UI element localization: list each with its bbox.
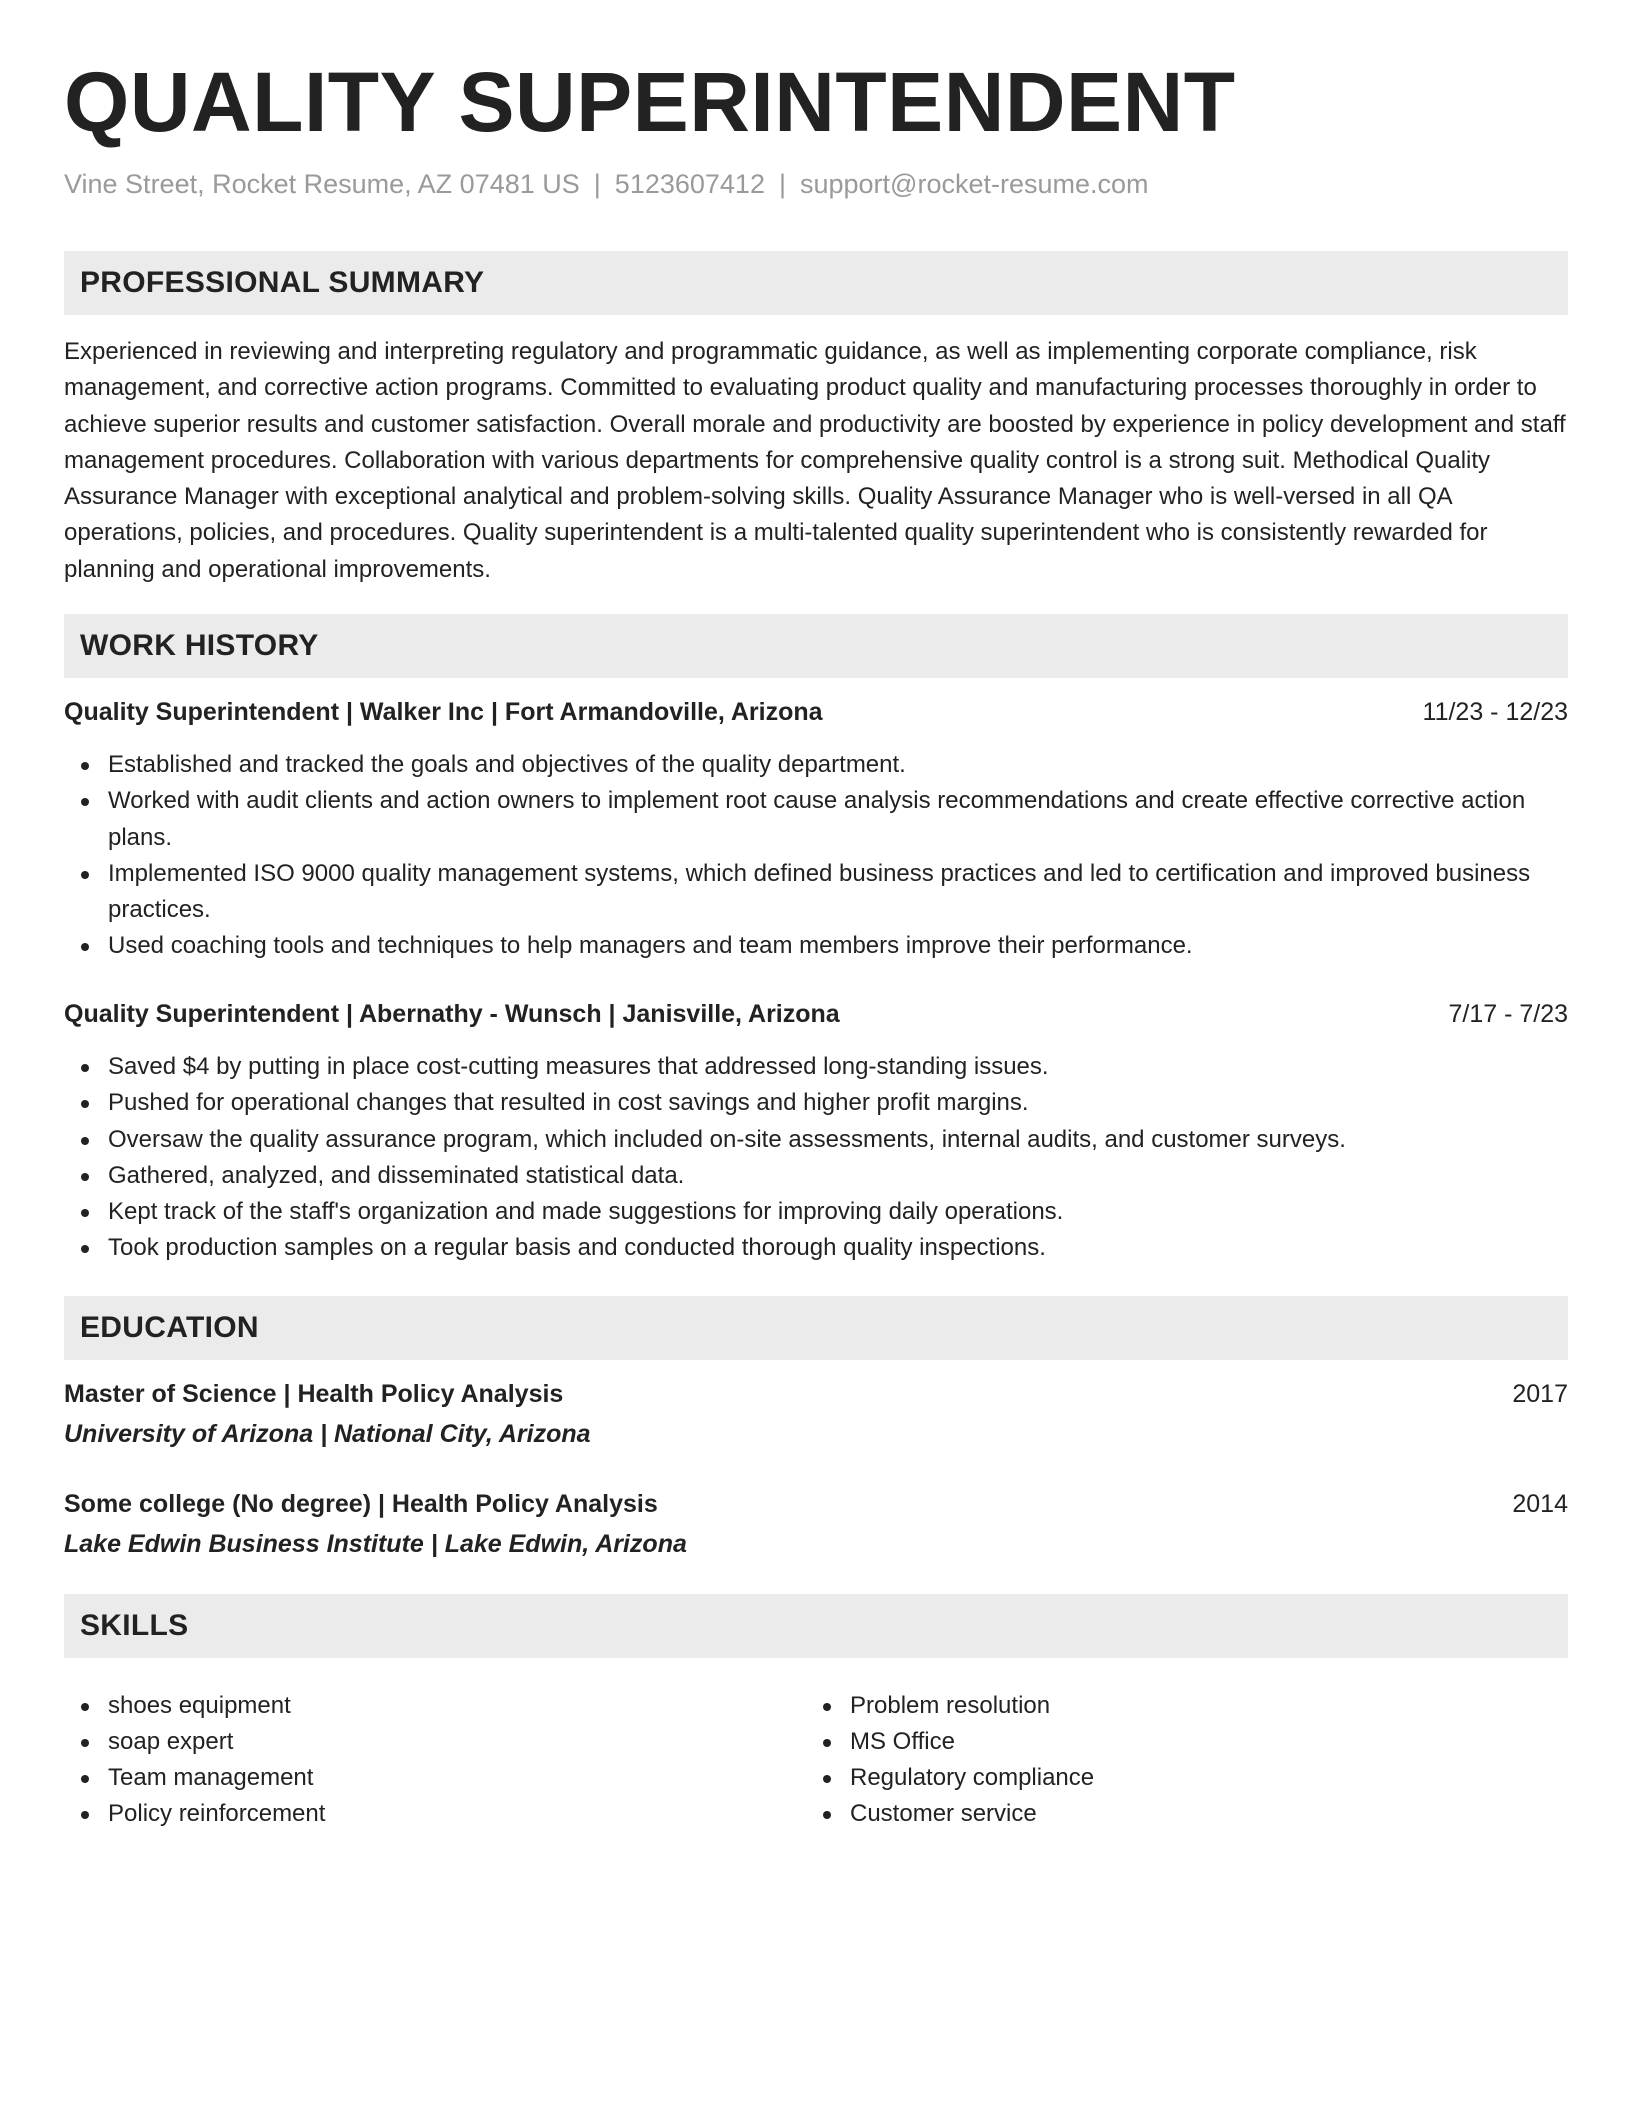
skill-item: soap expert: [64, 1724, 764, 1760]
summary-text: Experienced in reviewing and interpreting regulatory and programmatic guidance, as well as implementing corporate compliance, risk management, and corrective action programs. Committed to evaluating product quality and manufacturing processes thoroughly in order to achieve superior results and customer satisfaction. Overall morale and productivity are boosted by experience in policy development and staff management procedures. Collaboration with various departments for comprehensive quality control is a strong suit. Methodical Quality Assurance Manager with exceptional analytical and problem-solving skills. Quality Assurance Manager who is well-versed in all QA operations, policies, and procedures. Quality superintendent is a multi-talented quality superintendent who is consistently rewarded for planning and operational improvements.: [64, 338, 1566, 583]
job-bullet: Pushed for operational changes that resulted in cost savings and higher profit margins.: [64, 1085, 1568, 1121]
education-year: 2017: [1512, 1380, 1568, 1408]
work-section-header: [64, 614, 1568, 678]
contact-phone: 5123607412: [614, 169, 765, 199]
education-entry-header: [64, 1486, 1568, 1522]
job-dates: 7/17 - 7/23: [1448, 1000, 1568, 1028]
job-bullet: Worked with audit clients and action owners to implement root cause analysis recommendations and create effective corrective action plans.: [64, 783, 1568, 856]
work-heading: WORK HISTORY: [80, 629, 319, 662]
resume-name: QUALITY SUPERINTENDENT: [64, 55, 1236, 149]
education-degree: Some college (No degree) | Health Policy Analysis: [64, 1490, 658, 1518]
education-school: Lake Edwin Business Institute | Lake Edwin, Arizona: [64, 1530, 687, 1558]
education-school: University of Arizona | National City, Arizona: [64, 1420, 591, 1448]
education-degree: Master of Science | Health Policy Analysis: [64, 1380, 564, 1408]
skill-item: Problem resolution: [806, 1688, 1506, 1724]
job-bullet: Kept track of the staff's organization and made suggestions for improving daily operations.: [64, 1194, 1568, 1230]
skill-item: MS Office: [806, 1724, 1506, 1760]
job-title: Quality Superintendent | Walker Inc | Fort Armandoville, Arizona: [64, 698, 823, 726]
contact-line: [64, 166, 1149, 202]
job-bullet: Established and tracked the goals and objectives of the quality department.: [64, 747, 1568, 783]
job-bullets: [64, 747, 1568, 965]
job-dates: 11/23 - 12/23: [1422, 698, 1568, 726]
job-bullet: Implemented ISO 9000 quality management systems, which defined business practices and led to certification and improved business practices.: [64, 856, 1568, 929]
job-title: Quality Superintendent | Abernathy - Wunsch | Janisville, Arizona: [64, 1000, 840, 1028]
contact-separator: |: [778, 169, 786, 199]
job-bullet: Took production samples on a regular basis and conducted thorough quality inspections.: [64, 1230, 1568, 1266]
education-heading: EDUCATION: [80, 1311, 259, 1344]
skill-item: Policy reinforcement: [64, 1796, 764, 1832]
education-year: 2014: [1512, 1490, 1568, 1518]
skills-list-left: [64, 1688, 764, 1832]
summary-section-header: [64, 251, 1568, 315]
skill-item: shoes equipment: [64, 1688, 764, 1724]
contact-separator: |: [593, 169, 601, 199]
job-bullet: Gathered, analyzed, and disseminated statistical data.: [64, 1158, 1568, 1194]
skill-item: Team management: [64, 1760, 764, 1796]
skills-list-right: [806, 1688, 1506, 1832]
job-bullet: Used coaching tools and techniques to help managers and team members improve their performance.: [64, 928, 1568, 964]
skill-item: Customer service: [806, 1796, 1506, 1832]
job-header: [64, 694, 1568, 730]
job-bullet: Oversaw the quality assurance program, which included on-site assessments, internal audits, and customer surveys.: [64, 1122, 1568, 1158]
contact-address: Vine Street, Rocket Resume, AZ 07481 US: [64, 169, 580, 199]
skill-item: Regulatory compliance: [806, 1760, 1506, 1796]
skills-section-header: [64, 1594, 1568, 1658]
skills-heading: SKILLS: [80, 1609, 189, 1642]
job-bullets: [64, 1049, 1568, 1267]
job-bullet: Saved $4 by putting in place cost-cutting measures that addressed long-standing issues.: [64, 1049, 1568, 1085]
job-header: [64, 996, 1568, 1032]
education-section-header: [64, 1296, 1568, 1360]
summary-heading: PROFESSIONAL SUMMARY: [80, 266, 485, 299]
education-entry-header: [64, 1376, 1568, 1412]
contact-email: support@rocket-resume.com: [799, 169, 1149, 199]
